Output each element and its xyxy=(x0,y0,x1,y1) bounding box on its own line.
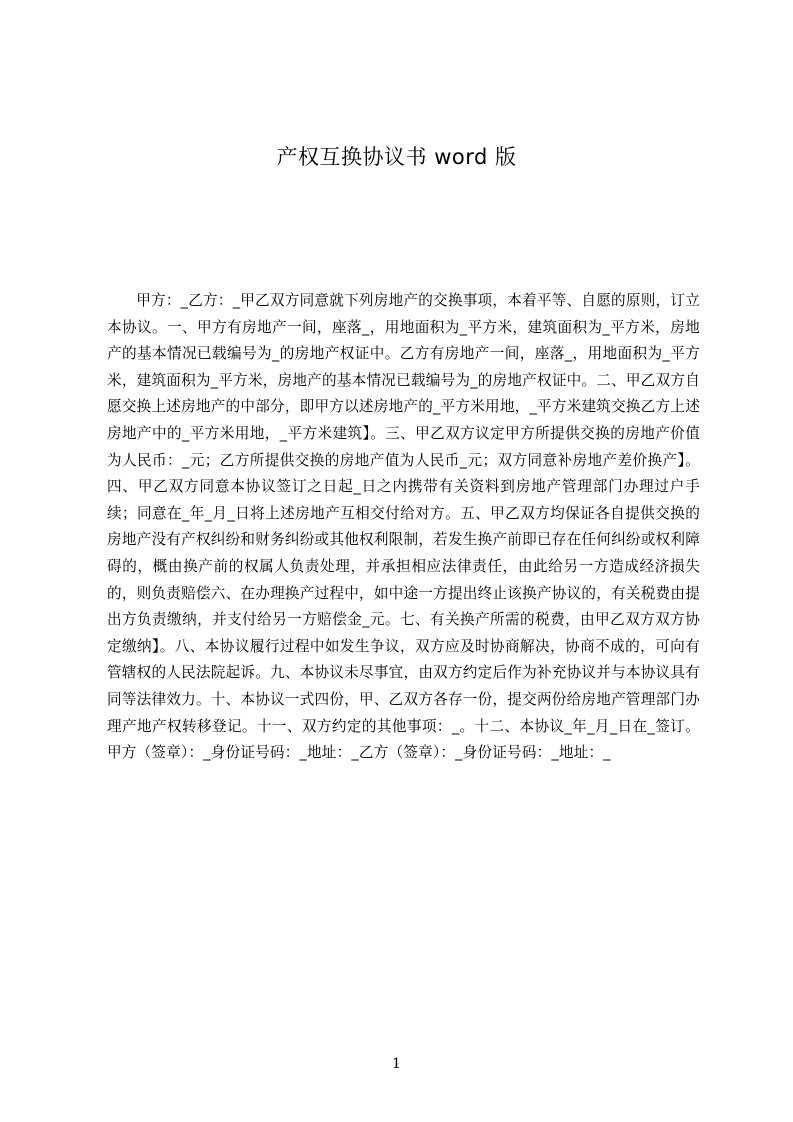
page-number: 1 xyxy=(392,1056,401,1072)
document-body-paragraph: 甲方：_乙方：_甲乙双方同意就下列房地产的交换事项，本着平等、自愿的原则，订立本协议。一、甲方有房地产一间，座落_，用地面积为_平方米，建筑面积为_平方米，房地产的基本情况已载编号为_的房地产权证中。乙方有房地产一间，座落_，用地面积为_平方米，建筑面积为_平方米，房地产的基本情况已载编号为_的房地产权证中。二、甲乙双方自愿交换上述房地产的中部分，即甲方以述房地产的_平方米用地，_平方米建筑交换乙方上述房地产中的_平方米用地，_平方米建筑】。三、甲乙双方议定甲方所提供交换的房地产价值为人民币：_元；乙方所提供交换的房地产值为人民币_元；双方同意补房地产差价换产】。四、甲乙双方同意本协议签订之日起_日之内携带有关资料到房地产管理部门办理过户手续；同意在_年_月_日将上述房地产互相交付给对方。五、甲乙双方均保证各自提供交换的房地产没有产权纠纷和财务纠纷或其他权利限制，若发生换产前即已存在任何纠纷或权利障碍的，概由换产前的权属人负责处理，并承担相应法律责任，由此给另一方造成经济损失的，则负责赔偿六、在办理换产过程中，如中途一方提出终止该换产协议的，有关税费由提出方负责缴纳，并支付给另一方赔偿金_元。七、有关换产所需的税费，由甲乙双方双方协定缴纳】。八、本协议履行过程中如发生争议，双方应及时协商解决，协商不成的，可向有管辖权的人民法院起诉。九、本协议未尽事宜，由双方约定后作为补充协议并与本协议具有同等法律效力。十、本协议一式四份，甲、乙双方各存一份，提交两份给房地产管理部门办理产地产权转移登记。十一、双方约定的其他事项：_。十二、本协议_年_月_日在_签订。甲方（签章）：_身份证号码：_地址：_乙方（签章）：_身份证号码：_地址：_ xyxy=(107,292,700,762)
document-title: 产权互换协议书 word 版 xyxy=(276,145,517,169)
